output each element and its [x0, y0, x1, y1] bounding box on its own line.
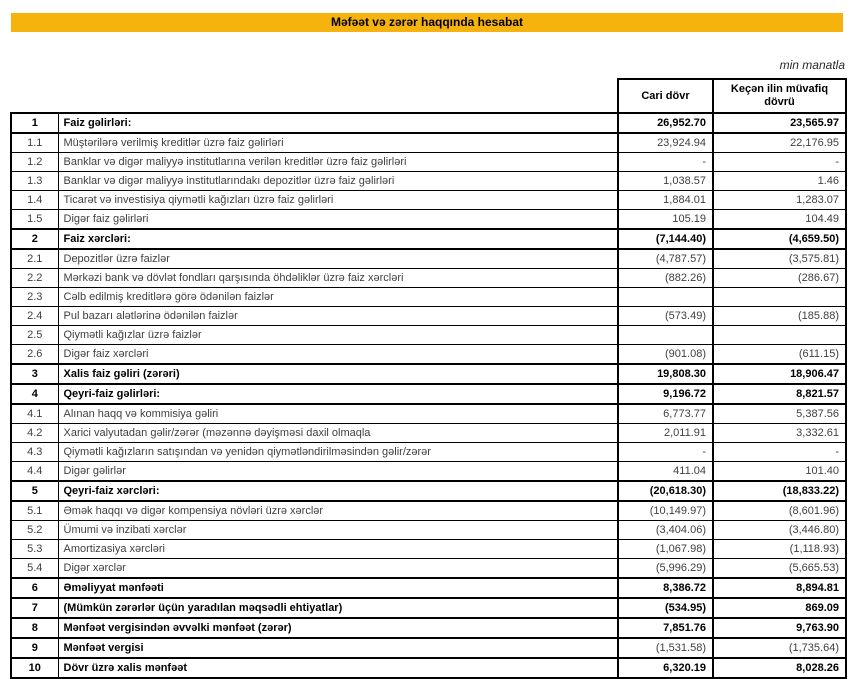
row-label: Ticarət və investisiya qiymətli kağızları üzrə faiz gəlirləri — [58, 191, 618, 210]
header-spacer — [11, 79, 618, 113]
row-value-current: 7,851.76 — [618, 618, 713, 638]
table-row — [11, 658, 846, 678]
row-value-previous: (18,833.22) — [713, 481, 846, 501]
row-label: Mənfəət vergisi — [58, 638, 618, 658]
row-value-current: (3,404.06) — [618, 521, 713, 540]
row-value-previous — [713, 288, 846, 307]
row-value-current: 1,884.01 — [618, 191, 713, 210]
row-number: 1 — [11, 113, 58, 133]
row-value-current: 6,773.77 — [618, 404, 713, 424]
row-label: Qiymətli kağızlar üzrə faizlər — [58, 326, 618, 345]
row-value-current: (1,067.98) — [618, 540, 713, 559]
row-value-previous: 23,565.97 — [713, 113, 846, 133]
row-value-previous: 5,387.56 — [713, 404, 846, 424]
table-row — [11, 345, 846, 365]
row-value-current: 411.04 — [618, 462, 713, 482]
row-label: Xalis faiz gəliri (zərəri) — [58, 364, 618, 384]
row-value-previous: 1.46 — [713, 172, 846, 191]
row-number: 2.3 — [11, 288, 58, 307]
row-number: 4.3 — [11, 443, 58, 462]
row-label: Əmək haqqı və digər kompensiya növləri üzrə xərclər — [58, 501, 618, 521]
row-value-current: (7,144.40) — [618, 229, 713, 249]
row-number: 1.3 — [11, 172, 58, 191]
row-label: Banklar və digər maliyyə institutlarındakı depozitlər üzrə faiz gəlirləri — [58, 172, 618, 191]
report-title-banner — [11, 13, 843, 32]
row-value-current: - — [618, 443, 713, 462]
row-label: Qeyri-faiz gəlirləri: — [58, 384, 618, 404]
row-value-current: 8,386.72 — [618, 578, 713, 598]
row-number: 9 — [11, 638, 58, 658]
row-number: 6 — [11, 578, 58, 598]
table-row — [11, 598, 846, 618]
table-row — [11, 113, 846, 133]
row-value-current: (20,618.30) — [618, 481, 713, 501]
table-row — [11, 404, 846, 424]
row-value-previous: (1,735.64) — [713, 638, 846, 658]
row-number: 10 — [11, 658, 58, 678]
row-value-previous: 18,906.47 — [713, 364, 846, 384]
row-value-previous: (3,575.81) — [713, 249, 846, 269]
row-number: 1.4 — [11, 191, 58, 210]
table-row — [11, 521, 846, 540]
row-value-current: 105.19 — [618, 210, 713, 230]
row-value-previous: 8,821.57 — [713, 384, 846, 404]
row-number: 1.1 — [11, 133, 58, 153]
row-number: 8 — [11, 618, 58, 638]
row-label: (Mümkün zərərlər üçün yaradılan məqsədli ehtiyatlar) — [58, 598, 618, 618]
row-label: Cəlb edilmiş kreditlərə görə ödənilən faizlər — [58, 288, 618, 307]
row-number: 5.1 — [11, 501, 58, 521]
row-value-previous: (5,665.53) — [713, 559, 846, 579]
row-label: Amortizasiya xərcləri — [58, 540, 618, 559]
table-row — [11, 424, 846, 443]
row-number: 1.5 — [11, 210, 58, 230]
row-value-current: (5,996.29) — [618, 559, 713, 579]
row-value-current: 19,808.30 — [618, 364, 713, 384]
row-value-current: (901.08) — [618, 345, 713, 365]
row-number: 5 — [11, 481, 58, 501]
row-number: 7 — [11, 598, 58, 618]
unit-note: min manatla — [779, 58, 845, 72]
row-value-previous: (185.88) — [713, 307, 846, 326]
row-value-current: 2,011.91 — [618, 424, 713, 443]
row-number: 4.4 — [11, 462, 58, 482]
row-label: Depozitlər üzrə faizlər — [58, 249, 618, 269]
row-label: Digər gəlirlər — [58, 462, 618, 482]
row-value-current: 9,196.72 — [618, 384, 713, 404]
table-row — [11, 153, 846, 172]
row-value-current: - — [618, 153, 713, 172]
row-value-previous: 869.09 — [713, 598, 846, 618]
row-value-previous: 3,332.61 — [713, 424, 846, 443]
table-row — [11, 191, 846, 210]
row-label: Banklar və digər maliyyə institutlarına verilən kreditlər üzrə faiz gəlirləri — [58, 153, 618, 172]
row-value-previous: - — [713, 153, 846, 172]
row-label: Əməliyyat mənfəəti — [58, 578, 618, 598]
row-number: 3 — [11, 364, 58, 384]
row-value-previous: (1,118.93) — [713, 540, 846, 559]
row-value-previous: 8,028.26 — [713, 658, 846, 678]
row-value-current: (4,787.57) — [618, 249, 713, 269]
row-value-previous: (4,659.50) — [713, 229, 846, 249]
row-value-current: 26,952.70 — [618, 113, 713, 133]
row-label: Mərkəzi bank və dövlət fondları qarşısında öhdəliklər üzrə faiz xərcləri — [58, 269, 618, 288]
table-row — [11, 229, 846, 249]
row-label: Müştərilərə verilmiş kreditlər üzrə faiz gəlirləri — [58, 133, 618, 153]
row-label: Digər xərclər — [58, 559, 618, 579]
row-value-current: (534.95) — [618, 598, 713, 618]
profit-loss-table — [10, 78, 847, 679]
row-value-current: (573.49) — [618, 307, 713, 326]
row-value-previous: 104.49 — [713, 210, 846, 230]
row-value-previous: (611.15) — [713, 345, 846, 365]
row-number: 5.3 — [11, 540, 58, 559]
row-number: 5.2 — [11, 521, 58, 540]
row-value-previous: - — [713, 443, 846, 462]
table-row — [11, 618, 846, 638]
row-number: 2.5 — [11, 326, 58, 345]
report-title: Məfəət və zərər haqqında hesabat — [330, 15, 524, 29]
table-row — [11, 559, 846, 579]
row-label: Mənfəət vergisindən əvvəlki mənfəət (zərər) — [58, 618, 618, 638]
row-value-previous: (286.67) — [713, 269, 846, 288]
table-row — [11, 249, 846, 269]
table-row — [11, 172, 846, 191]
row-label: Digər faiz gəlirləri — [58, 210, 618, 230]
row-number: 4.1 — [11, 404, 58, 424]
row-value-current: 23,924.94 — [618, 133, 713, 153]
row-value-current: (1,531.58) — [618, 638, 713, 658]
row-number: 4 — [11, 384, 58, 404]
row-label: Dövr üzrə xalis mənfəət — [58, 658, 618, 678]
table-row — [11, 578, 846, 598]
row-number: 2.6 — [11, 345, 58, 365]
row-value-current: (10,149.97) — [618, 501, 713, 521]
table-row — [11, 210, 846, 230]
row-value-current: 1,038.57 — [618, 172, 713, 191]
row-label: Faiz gəlirləri: — [58, 113, 618, 133]
row-value-previous: 9,763.90 — [713, 618, 846, 638]
table-row — [11, 364, 846, 384]
row-number: 1.2 — [11, 153, 58, 172]
pl-table-body — [11, 113, 846, 678]
table-row — [11, 288, 846, 307]
row-number: 2.4 — [11, 307, 58, 326]
table-header-row — [11, 79, 846, 113]
table-row — [11, 326, 846, 345]
column-header-previous: Keçən ilin müvafiq dövrü — [713, 79, 846, 113]
table-row — [11, 501, 846, 521]
row-value-previous: (3,446.80) — [713, 521, 846, 540]
row-value-previous: 101.40 — [713, 462, 846, 482]
row-value-current — [618, 288, 713, 307]
row-value-current — [618, 326, 713, 345]
table-row — [11, 133, 846, 153]
row-label: Alınan haqq və kommisiya gəliri — [58, 404, 618, 424]
table-row — [11, 540, 846, 559]
row-label: Qiymətli kağızların satışından və yenidən qiymətləndirilməsindən gəlir/zərər — [58, 443, 618, 462]
table-row — [11, 307, 846, 326]
row-number: 2.1 — [11, 249, 58, 269]
row-label: Faiz xərcləri: — [58, 229, 618, 249]
row-value-previous: (8,601.96) — [713, 501, 846, 521]
row-value-current: 6,320.19 — [618, 658, 713, 678]
row-label: Xarici valyutadan gəlir/zərər (məzənnə dəyişməsi daxil olmaqla — [58, 424, 618, 443]
row-value-previous: 22,176.95 — [713, 133, 846, 153]
table-row — [11, 443, 846, 462]
table-row — [11, 638, 846, 658]
table-row — [11, 384, 846, 404]
row-number: 2 — [11, 229, 58, 249]
row-value-previous — [713, 326, 846, 345]
row-number: 2.2 — [11, 269, 58, 288]
row-label: Digər faiz xərcləri — [58, 345, 618, 365]
column-header-current: Cari dövr — [618, 79, 713, 113]
row-label: Pul bazarı alətlərinə ödənilən faizlər — [58, 307, 618, 326]
row-value-previous: 1,283.07 — [713, 191, 846, 210]
row-number: 4.2 — [11, 424, 58, 443]
table-row — [11, 481, 846, 501]
row-number: 5.4 — [11, 559, 58, 579]
table-row — [11, 269, 846, 288]
row-label: Ümumi və inzibati xərclər — [58, 521, 618, 540]
table-row — [11, 462, 846, 482]
row-value-previous: 8,894.81 — [713, 578, 846, 598]
row-label: Qeyri-faiz xərcləri: — [58, 481, 618, 501]
row-value-current: (882.26) — [618, 269, 713, 288]
